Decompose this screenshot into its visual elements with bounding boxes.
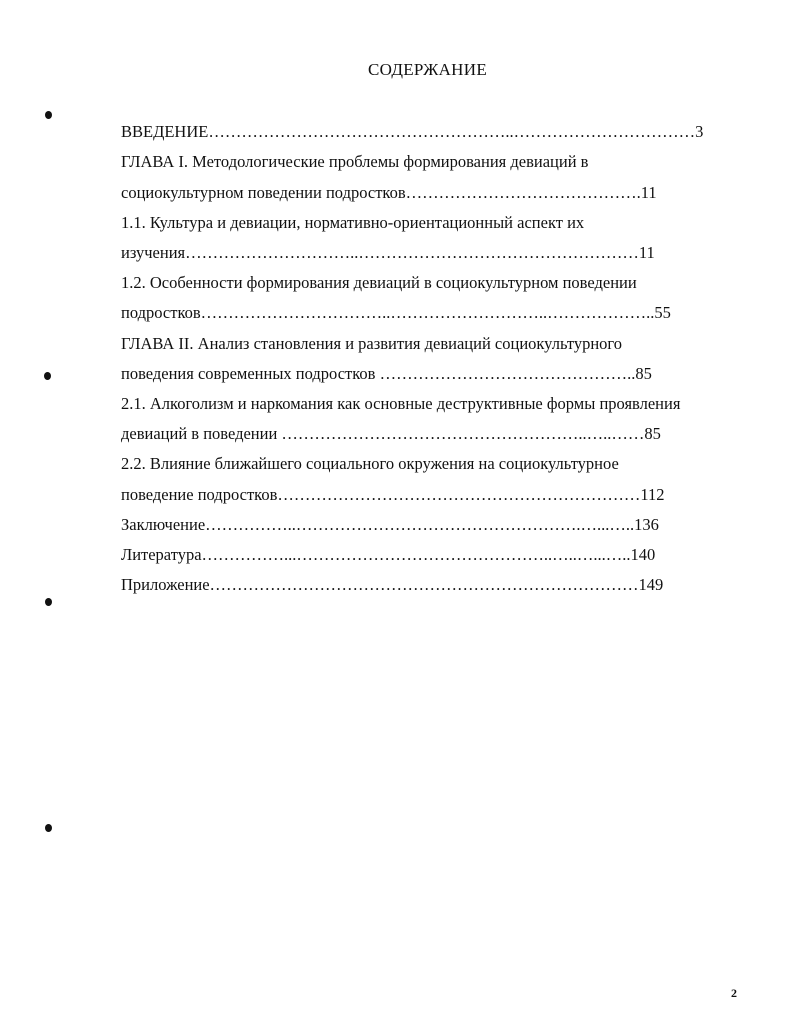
binder-hole-mark <box>45 824 52 832</box>
toc-line-section-2-1-title: 2.1. Алкоголизм и наркомания как основные деструктивные формы проявления <box>121 394 681 413</box>
toc-line-section-1-1-title: 1.1. Культура и девиации, нормативно-ориентационный аспект их <box>121 213 585 232</box>
toc-line-literature: Литература……………...………………………………………..…..…...…..140 <box>121 545 656 564</box>
toc-line-chapter-2-cont: поведения современных подростков ………………………………………..85 <box>121 364 652 383</box>
toc-line-section-2-2-cont: поведение подростков…………………………………………………………112 <box>121 485 665 504</box>
binder-hole-mark <box>44 372 51 380</box>
page-title: СОДЕРЖАНИЕ <box>367 60 488 79</box>
toc-line-chapter-1-cont: социокультурном поведении подростков…………………………………….11 <box>121 183 657 202</box>
toc-line-appendix: Приложение……………………………………………………………………149 <box>121 575 664 594</box>
toc-line-section-1-2-cont: подростков……………………………..………………………..………………..55 <box>121 303 671 322</box>
toc-line-section-1-1-cont: изучения…………………………..……………………………………………11 <box>121 243 655 262</box>
toc-line-chapter-1-title: ГЛАВА I. Методологические проблемы формирования девиаций в <box>121 152 589 171</box>
binder-hole-mark <box>45 598 52 606</box>
toc-line-introduction: ВВЕДЕНИЕ………………………………………………..……………………………3 <box>121 122 704 141</box>
toc-line-section-2-2-title: 2.2. Влияние ближайшего социального окружения на социокультурное <box>121 454 619 473</box>
toc-line-conclusion: Заключение……………..…………………………………………….…...…..136 <box>121 515 659 534</box>
toc-line-section-1-2-title: 1.2. Особенности формирования девиаций в социокультурном поведении <box>121 273 637 292</box>
page-number: 2 <box>731 986 737 1000</box>
binder-hole-mark <box>45 111 52 119</box>
toc-line-section-2-1-cont: девиаций в поведении ………………………………………………..…..……85 <box>121 424 661 443</box>
toc-line-chapter-2-title: ГЛАВА II. Анализ становления и развития девиаций социокультурного <box>121 334 623 353</box>
